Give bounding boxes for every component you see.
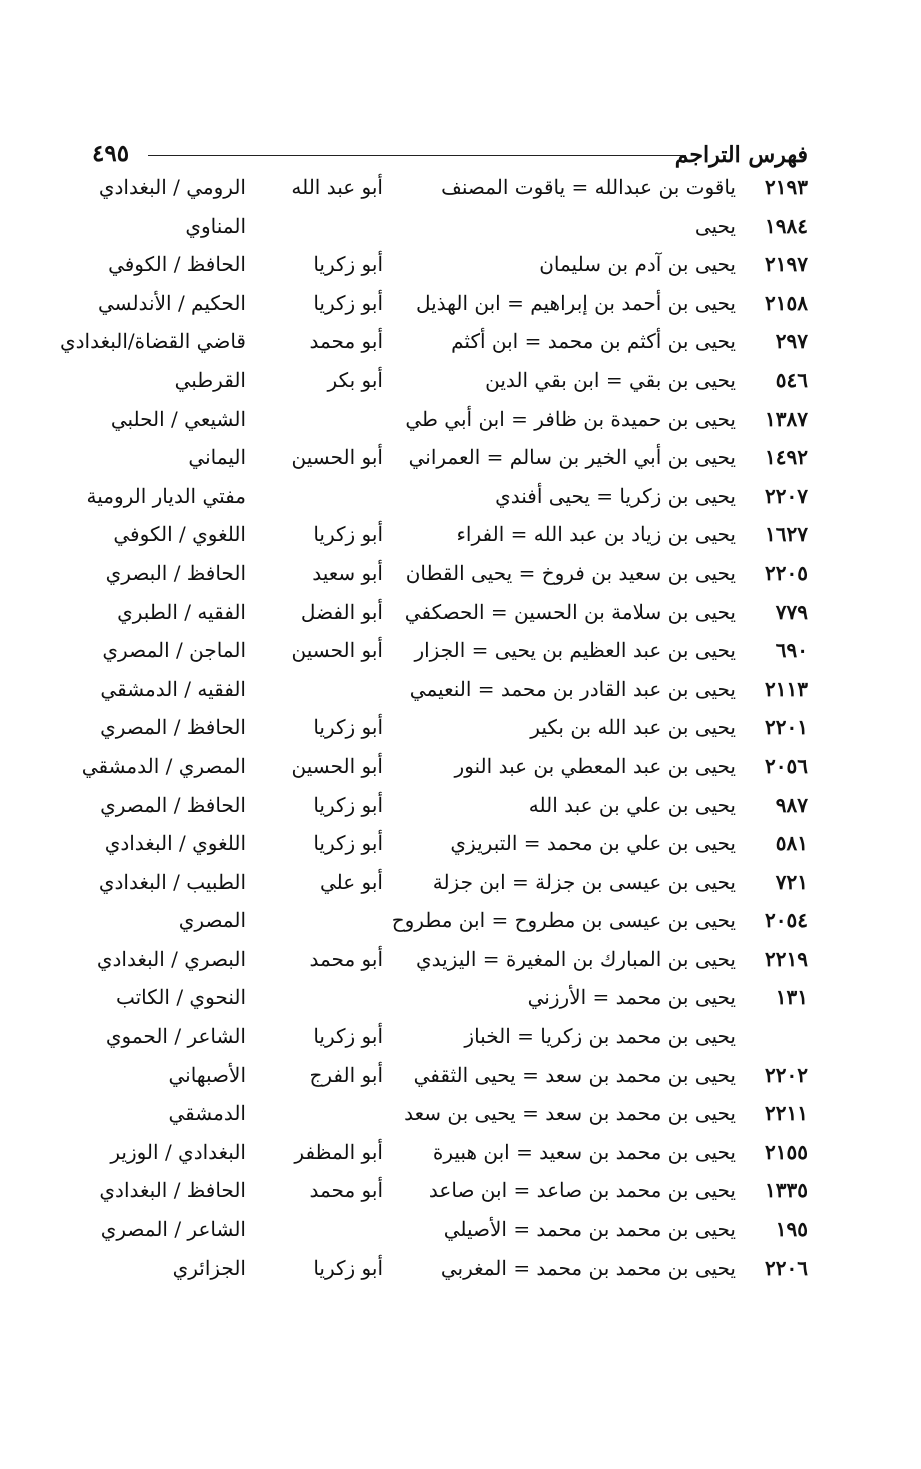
entry-number: ٢٠٥٤	[765, 908, 808, 933]
entry-name: يحيى بن عيسى بن جزلة = ابن جزلة	[432, 869, 736, 894]
entry-name: يحيى بن عبد الله بن بكير	[530, 715, 736, 740]
entry-kunya: أبو محمد	[309, 1178, 383, 1203]
entry-kunya: أبو عبد الله	[291, 175, 383, 199]
entry-number: ١٤٩٢	[765, 445, 808, 470]
index-entry	[81, 751, 808, 790]
entry-number: ٢٢٠٥	[765, 560, 808, 585]
entry-kunya: أبو بكر	[327, 367, 383, 392]
entry-kunya: أبو سعيد	[312, 560, 383, 585]
entry-name: يحيى بن محمد بن سعد = يحيى بن سعد	[404, 1101, 736, 1126]
entry-name: يحيى بن علي بن محمد = التبريزي	[450, 831, 736, 856]
entry-nisba: الفقيه / الطبري	[117, 599, 246, 624]
entry-kunya: أبو الحسين	[291, 638, 383, 663]
index-entry	[92, 635, 808, 674]
entry-nisba: اليماني	[188, 445, 246, 470]
entry-nisba: الماجن / المصري	[102, 638, 246, 663]
index-entry	[92, 1021, 808, 1060]
entry-number: ١٣٨٧	[765, 406, 808, 431]
index-entry	[92, 1175, 808, 1214]
entry-number: ٧٧٩	[775, 599, 808, 624]
entry-nisba: الحكيم / الأندلسي	[97, 290, 246, 315]
entry-nisba: المصري	[178, 908, 246, 933]
entry-name: يحيى بن محمد بن سعد = يحيى الثقفي	[413, 1062, 736, 1087]
index-entry	[92, 288, 808, 327]
entry-nisba: الحافظ / الكوفي	[108, 252, 246, 277]
entry-nisba: الفقيه / الدمشقي	[100, 676, 246, 701]
index-entry	[92, 1253, 808, 1292]
entry-name: ياقوت بن عبدالله = ياقوت المصنف	[441, 175, 736, 199]
index-entry	[92, 982, 808, 1021]
entry-number: ٢٢١١	[765, 1101, 808, 1126]
page-number: ٤٩٥	[92, 140, 130, 167]
entry-kunya: أبو الحسين	[291, 753, 383, 778]
entry-number: ٢٢٠٦	[765, 1255, 808, 1280]
entry-name: يحيى بن أحمد بن إبراهيم = ابن الهذيل	[415, 290, 736, 315]
entry-number: ٢٢٠١	[765, 715, 808, 740]
entry-nisba: قاضي القضاة/البغدادي	[59, 329, 246, 354]
entry-nisba: الطبيب / البغدادي	[98, 869, 246, 894]
entry-nisba: المناوي	[185, 213, 246, 238]
index-title: فهرس التراجم	[674, 142, 808, 168]
entry-kunya: أبو زكريا	[313, 290, 383, 315]
entry-name: يحيى	[694, 213, 736, 238]
entry-name: يحيى بن محمد بن محمد = المغربي	[440, 1255, 736, 1280]
index-entry	[59, 326, 808, 365]
entry-number: ٧٢١	[775, 869, 808, 894]
entry-name: يحيى بن محمد = الأرزني	[527, 985, 736, 1010]
entry-nisba: الجزائري	[172, 1255, 246, 1280]
index-entry	[92, 790, 808, 829]
entry-nisba: اللغوي / البغدادي	[104, 831, 246, 856]
index-entry	[92, 674, 808, 713]
entry-kunya: أبو زكريا	[313, 792, 383, 817]
index-entry	[86, 481, 808, 520]
index-entry	[92, 1098, 808, 1137]
entry-name: يحيى بن حميدة بن ظافر = ابن أبي طي	[405, 406, 736, 431]
entry-nisba: البصري / البغدادي	[96, 946, 246, 971]
entry-name: يحيى بن أكثم بن محمد = ابن أكثم	[451, 329, 736, 354]
entry-kunya: أبو محمد	[309, 329, 383, 354]
entry-name: يحيى بن أبي الخير بن سالم = العمراني	[408, 445, 736, 470]
entry-name: يحيى بن عبد المعطي بن عبد النور	[454, 753, 736, 778]
entry-number: ١٩٥	[775, 1217, 808, 1242]
entry-name: يحيى بن محمد بن محمد = الأصيلي	[443, 1217, 736, 1242]
entry-name: يحيى بن محمد بن سعيد = ابن هبيرة	[432, 1139, 736, 1164]
entry-kunya: أبو الفرج	[309, 1062, 383, 1087]
index-entry	[92, 558, 808, 597]
entry-number: ٢١٥٨	[765, 290, 808, 315]
entry-number: ١٣١	[775, 985, 808, 1010]
index-entry	[92, 365, 808, 404]
entry-nisba: الدمشقي	[168, 1101, 246, 1126]
entry-name: يحيى بن سعيد بن فروخ = يحيى القطان	[405, 560, 736, 585]
entry-kunya: أبو المظفر	[294, 1139, 383, 1164]
entry-name: يحيى بن عبد القادر بن محمد = النعيمي	[409, 676, 736, 701]
running-header	[92, 138, 808, 174]
entry-name: يحيى بن زكريا = يحيى أفندي	[495, 483, 736, 508]
entry-name: يحيى بن محمد بن صاعد = ابن صاعد	[428, 1178, 736, 1203]
entry-nisba: الرومي / البغدادي	[98, 175, 246, 199]
entry-number: ٢١٥٥	[765, 1139, 808, 1164]
entry-kunya: أبو زكريا	[313, 1024, 383, 1049]
index-entry	[92, 1060, 808, 1099]
entry-kunya: أبو محمد	[309, 946, 383, 971]
entry-number: ٥٤٦	[775, 367, 808, 392]
index-entry	[92, 172, 808, 211]
entry-nisba: مفتي الديار الرومية	[86, 483, 246, 508]
entry-kunya: أبو زكريا	[313, 1255, 383, 1280]
entry-kunya: أبو الفضل	[300, 599, 383, 624]
entry-kunya: أبو الحسين	[291, 445, 383, 470]
entry-name: يحيى بن سلامة بن الحسين = الحصكفي	[404, 599, 736, 624]
entry-kunya: أبو علي	[319, 869, 383, 894]
index-entry	[92, 442, 808, 481]
entry-nisba: الشيعي / الحلبي	[110, 406, 246, 431]
entry-name: يحيى بن علي بن عبد الله	[528, 792, 736, 817]
index-entry	[92, 712, 808, 751]
entry-nisba: الحافظ / البصري	[105, 560, 246, 585]
entry-number: ١٣٣٥	[765, 1178, 808, 1203]
entry-number: ٩٨٧	[775, 792, 808, 817]
entry-number: ٢٢١٩	[765, 946, 808, 971]
entry-name: يحيى بن زياد بن عبد الله = الفراء	[456, 522, 736, 547]
entry-number: ٢١٩٣	[765, 175, 808, 199]
index-entry	[92, 867, 808, 906]
entry-name: يحيى بن آدم بن سليمان	[539, 252, 736, 277]
entry-nisba: اللغوي / الكوفي	[113, 522, 246, 547]
entry-nisba: النحوي / الكاتب	[115, 985, 246, 1010]
entry-number: ٢١٩٧	[765, 252, 808, 277]
entry-number: ٦٩٠	[775, 638, 808, 663]
entry-name: يحيى بن محمد بن زكريا = الخباز	[464, 1024, 736, 1049]
entry-kunya: أبو زكريا	[313, 252, 383, 277]
index-entry	[92, 249, 808, 288]
index-entry	[92, 211, 808, 250]
entry-nisba: الأصبهاني	[168, 1062, 246, 1087]
index-entry	[92, 597, 808, 636]
entry-number: ١٦٢٧	[765, 522, 808, 547]
entry-nisba: الشاعر / المصري	[100, 1217, 246, 1242]
entry-nisba: الحافظ / المصري	[100, 792, 246, 817]
entry-number: ٢٢٠٢	[765, 1062, 808, 1087]
entry-nisba: الحافظ / المصري	[100, 715, 246, 740]
index-entry	[92, 944, 808, 983]
entry-number: ٥٨١	[775, 831, 808, 856]
entry-kunya: أبو زكريا	[313, 715, 383, 740]
entry-nisba: المصري / الدمشقي	[81, 753, 246, 778]
index-entry	[92, 1214, 808, 1253]
entry-name: يحيى بن المبارك بن المغيرة = اليزيدي	[416, 946, 736, 971]
index-entry	[92, 1137, 808, 1176]
index-entry	[92, 404, 808, 443]
index-entry	[92, 828, 808, 867]
entry-kunya: أبو زكريا	[313, 831, 383, 856]
entry-nisba: البغدادي / الوزير	[110, 1139, 246, 1164]
entry-number: ٢٩٧	[775, 329, 808, 354]
entry-number: ٢٠٥٦	[765, 753, 808, 778]
header-rule	[148, 155, 686, 156]
entry-nisba: القرطبي	[174, 367, 246, 392]
index-entry	[92, 519, 808, 558]
entry-nisba: الشاعر / الحموي	[105, 1024, 246, 1049]
entry-number: ٢٢٠٧	[765, 483, 808, 508]
entry-name: يحيى بن عبد العظيم بن يحيى = الجزار	[414, 638, 736, 663]
entry-number: ١٩٨٤	[765, 213, 808, 238]
entry-kunya: أبو زكريا	[313, 522, 383, 547]
biography-index-list	[59, 172, 808, 1291]
entry-nisba: الحافظ / البغدادي	[99, 1178, 246, 1203]
entry-name: يحيى بن بقي = ابن بقي الدين	[485, 367, 736, 392]
entry-name: يحيى بن عيسى بن مطروح = ابن مطروح	[391, 908, 736, 933]
entry-number: ٢١١٣	[765, 676, 808, 701]
index-entry	[92, 905, 808, 944]
